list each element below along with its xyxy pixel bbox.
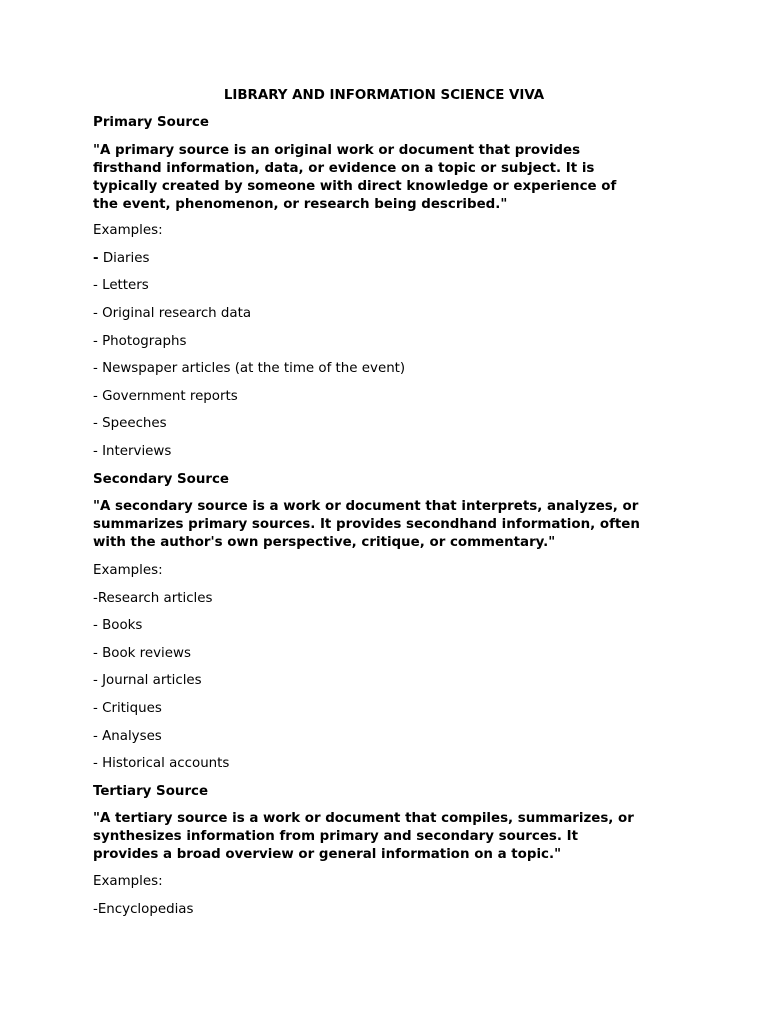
list-item-text: Diaries	[98, 251, 150, 266]
tertiary-definition-line: synthesizes information from primary and secondary sources. It	[93, 829, 579, 844]
primary-definition	[93, 142, 683, 214]
list-item: - Original research data	[93, 306, 252, 321]
tertiary-definition-line: "A tertiary source is a work or document that compiles, summarizes, or	[93, 811, 634, 826]
list-item: - Letters	[93, 278, 149, 293]
secondary-definition-line: summarizes primary sources. It provides secondhand information, often	[93, 517, 640, 532]
tertiary-examples-label: Examples:	[93, 874, 163, 889]
list-item: -Research articles	[93, 591, 213, 606]
tertiary-definition-line: provides a broad overview or general information on a topic."	[93, 847, 562, 862]
primary-examples-label: Examples:	[93, 223, 163, 238]
secondary-heading: Secondary Source	[93, 472, 230, 487]
list-item: - Books	[93, 618, 143, 633]
list-item: - Newspaper articles (at the time of the event)	[93, 361, 406, 376]
list-item: - Government reports	[93, 389, 238, 404]
tertiary-definition	[93, 810, 683, 864]
list-item	[93, 250, 150, 268]
primary-definition-line: firsthand information, data, or evidence on a topic or subject. It is	[93, 161, 595, 176]
list-item: -Encyclopedias	[93, 902, 194, 917]
list-item: - Historical accounts	[93, 756, 230, 771]
tertiary-heading: Tertiary Source	[93, 784, 209, 799]
list-item: - Journal articles	[93, 673, 202, 688]
document-title: LIBRARY AND INFORMATION SCIENCE VIVA	[223, 88, 545, 103]
list-item: - Book reviews	[93, 646, 191, 661]
primary-definition-line: the event, phenomenon, or research being described."	[93, 197, 508, 212]
secondary-examples-label: Examples:	[93, 563, 163, 578]
primary-heading: Primary Source	[93, 115, 209, 130]
list-item: - Critiques	[93, 701, 162, 716]
bullet-dash: -	[93, 251, 99, 266]
list-item: - Interviews	[93, 444, 172, 459]
primary-definition-line: "A primary source is an original work or document that provides	[93, 143, 581, 158]
primary-definition-line: typically created by someone with direct knowledge or experience of	[93, 179, 617, 194]
secondary-definition-line: with the author's own perspective, critique, or commentary."	[93, 535, 556, 550]
secondary-definition	[93, 498, 683, 552]
list-item: - Photographs	[93, 334, 187, 349]
list-item: - Speeches	[93, 416, 167, 431]
secondary-definition-line: "A secondary source is a work or document that interprets, analyzes, or	[93, 499, 639, 514]
list-item: - Analyses	[93, 729, 162, 744]
